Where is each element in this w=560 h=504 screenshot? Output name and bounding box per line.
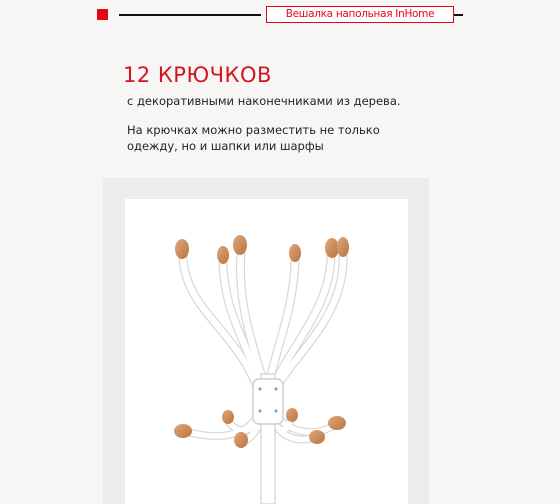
header-divider bbox=[119, 14, 261, 16]
coat-stand-image bbox=[125, 199, 408, 504]
product-label: Вешалка напольная InHome bbox=[266, 6, 454, 23]
description: На крючках можно разместить не только одежду, но и шапки или шарфы bbox=[127, 123, 380, 153]
header-divider-right bbox=[454, 14, 463, 16]
subtitle: с декоративными наконечниками из дерева. bbox=[127, 94, 401, 108]
stand-collar bbox=[253, 379, 283, 424]
headline: 12 КРЮЧКОВ bbox=[123, 63, 272, 87]
brand-square-icon bbox=[97, 9, 108, 20]
